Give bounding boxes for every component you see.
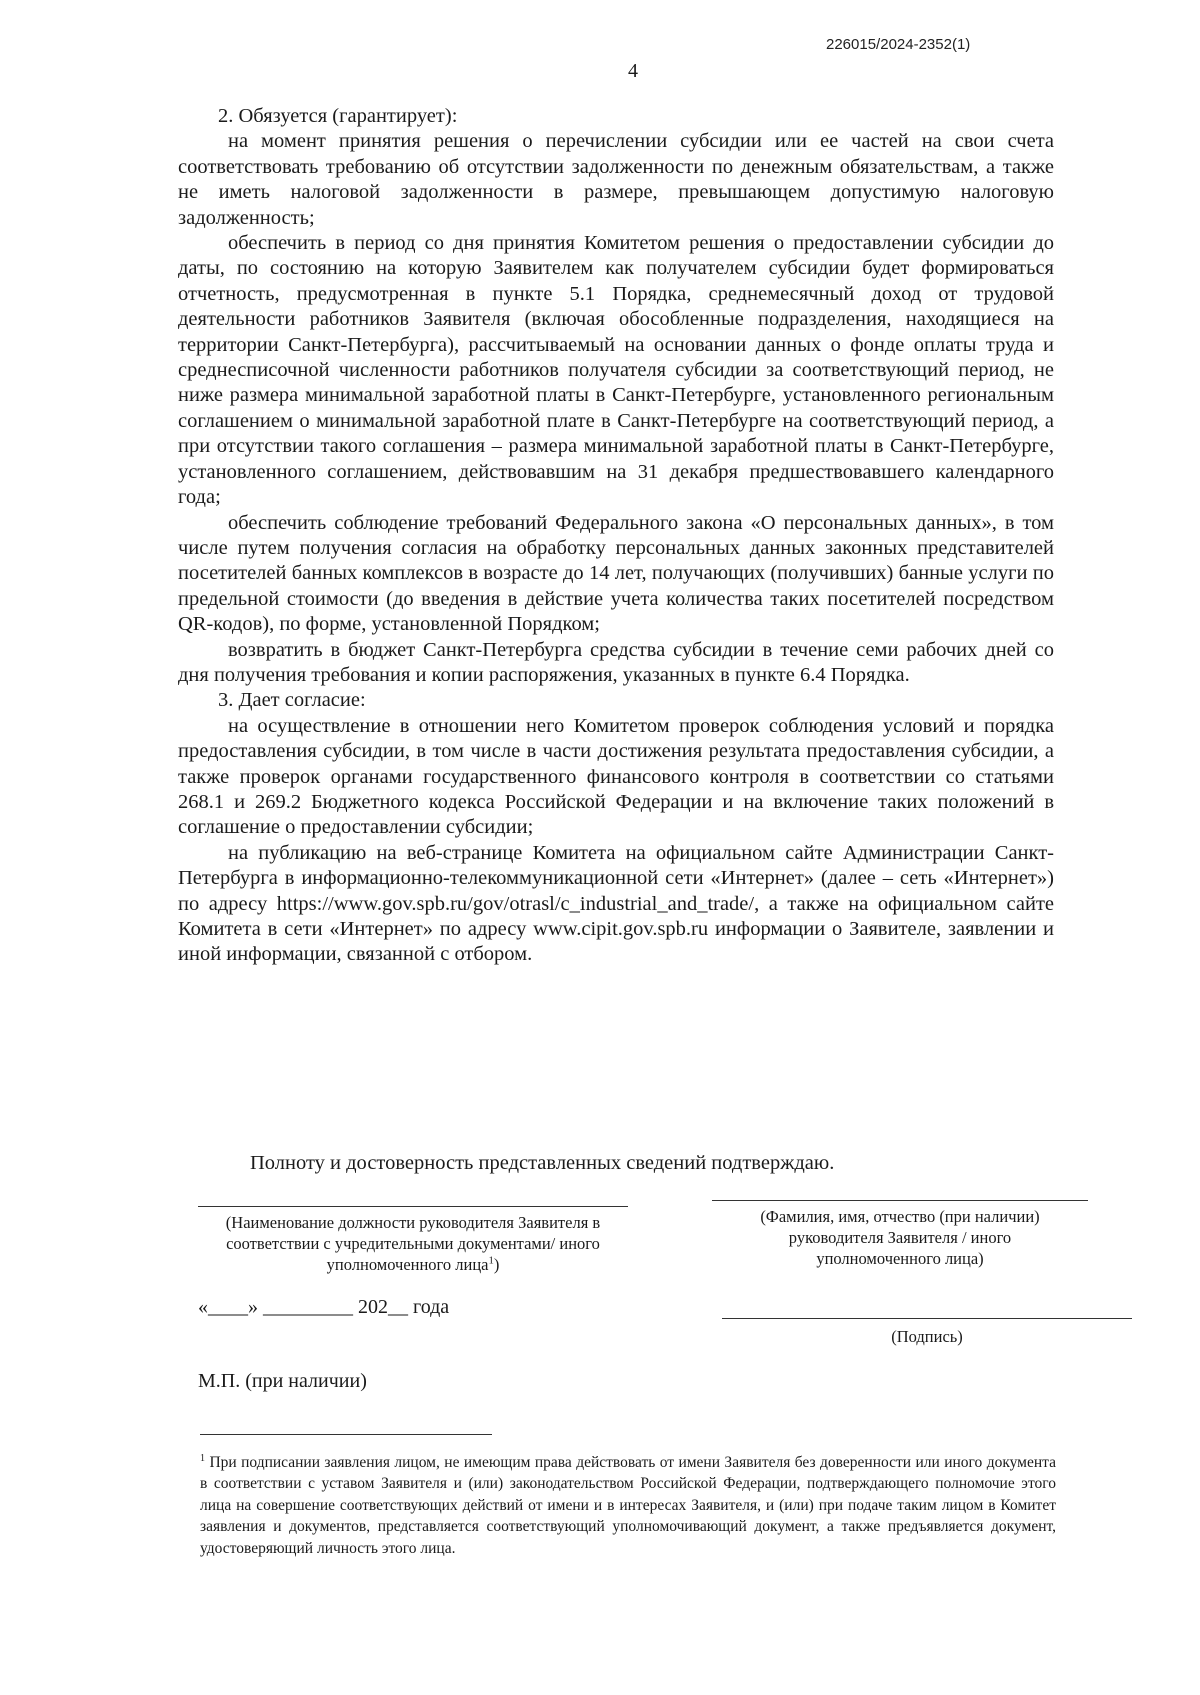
name-caption: (Фамилия, имя, отчество (при наличии) руководителя Заявителя / иного уполномоченного лица) <box>760 1207 1040 1268</box>
section-heading: 2. Обязуется (гарантирует): <box>218 105 458 127</box>
body-text <box>178 104 1054 968</box>
footnote <box>200 1452 1056 1559</box>
paragraph: возвратить в бюджет Санкт-Петербурга средства субсидии в течение семи рабочих дней со дня получения требования и копии распоряжения, указанных в пункте 6.4 Порядка. <box>178 638 1054 686</box>
footnote-reference: 1 <box>488 1254 494 1267</box>
footnote-separator <box>200 1434 492 1435</box>
name-signature-line <box>712 1200 1088 1201</box>
footnote-marker: 1 <box>200 1452 206 1464</box>
signature-line <box>722 1318 1132 1319</box>
paragraph: на публикацию на веб-странице Комитета на официальном сайте Администрации Санкт-Петербурга в информационно-телекоммуникационной сети «Интернет» (далее – сеть «Интернет») по адресу https://www.gov.spb.ru/gov/otrasl/c_industrial_and_trade/, а также на официальном сайте Комитета в сети «Интернет» по адресу www.cipit.gov.spb.ru информации о Заявителе, заявлении и иной информации, связанной с отбором. <box>178 841 1054 966</box>
date-placeholder: «____» _________ 202__ года <box>198 1296 450 1318</box>
paragraph: на момент принятия решения о перечислении субсидии или ее частей на свои счета соответствовать требованию об отсутствии задолженности по денежным обязательствам, а также не иметь налоговой задолженности в размере, превышающем допустимую налоговую задолженность; <box>178 130 1054 229</box>
paragraph: обеспечить соблюдение требований Федерального закона «О персональных данных», в том числе путем получения согласия на обработку персональных данных законных представителей посетителей банных комплексов в возрасте до 14 лет, получающих (получивших) банные услуги по предельной стоимости (до введения в действие учета количества таких посетителей посредством QR-кодов), по форме, установленной Порядком; <box>178 511 1054 636</box>
page-number: 4 <box>628 60 638 82</box>
signature-caption: (Подпись) <box>891 1327 963 1346</box>
confirmation-statement: Полноту и достоверность представленных сведений подтверждаю. <box>250 1152 835 1174</box>
stamp-placeholder: М.П. (при наличии) <box>198 1370 367 1392</box>
section-heading: 3. Дает согласие: <box>218 689 366 712</box>
position-caption: (Наименование должности руководителя Заявителя в соответствии с учредительными документами/ иного уполномоченного лица$^1$) <box>225 1213 601 1274</box>
document-number: 226015/2024-2352(1) <box>826 36 971 53</box>
position-signature-line <box>198 1206 628 1207</box>
paragraph: обеспечить в период со дня принятия Комитетом решения о предоставлении субсидии до даты, по состоянию на которую Заявителем как получателем субсидии будет формироваться отчетность, предусмотренная в пункте 5.1 Порядка, среднемесячный доход от трудовой деятельности работников Заявителя (включая обособленные подразделения, находящиеся на территории Санкт-Петербурга), рассчитываемый на основании данных о фонде оплаты труда и среднесписочной численности работников получателя субсидии за соответствующий период, не ниже размера минимальной заработной платы в Санкт-Петербурге, установленного региональным соглашением о минимальной заработной плате в Санкт-Петербурге на соответствующий период, а при отсутствии такого соглашения – размера минимальной заработной платы в Санкт-Петербурге, установленного соглашением, действовавшим на 31 декабря предшествовавшего календарного года; <box>178 232 1054 509</box>
footnote-text: При подписании заявления лицом, не имеющим права действовать от имени Заявителя без доверенности или иного документа в соответствии с уставом Заявителя и (или) законодательством Российской Федерации, подтверждающего полномочие этого лица на совершение соответствующих действий от имени и в интересах Заявителя, и (или) при подаче таким лицом в Комитет заявления и документов, представляется соответствующий уполномочивающий документ, а также предъявляется документ, удостоверяющий личность этого лица. <box>200 1454 1057 1557</box>
paragraph: на осуществление в отношении него Комитетом проверок соблюдения условий и порядка предоставления субсидии, в том числе в части достижения результата предоставления субсидии, а также проверок органами государственного финансового контроля в соответствии со статьями 268.1 и 269.2 Бюджетного кодекса Российской Федерации и на включение таких положений в соглашение о предоставлении субсидии; <box>178 714 1054 839</box>
